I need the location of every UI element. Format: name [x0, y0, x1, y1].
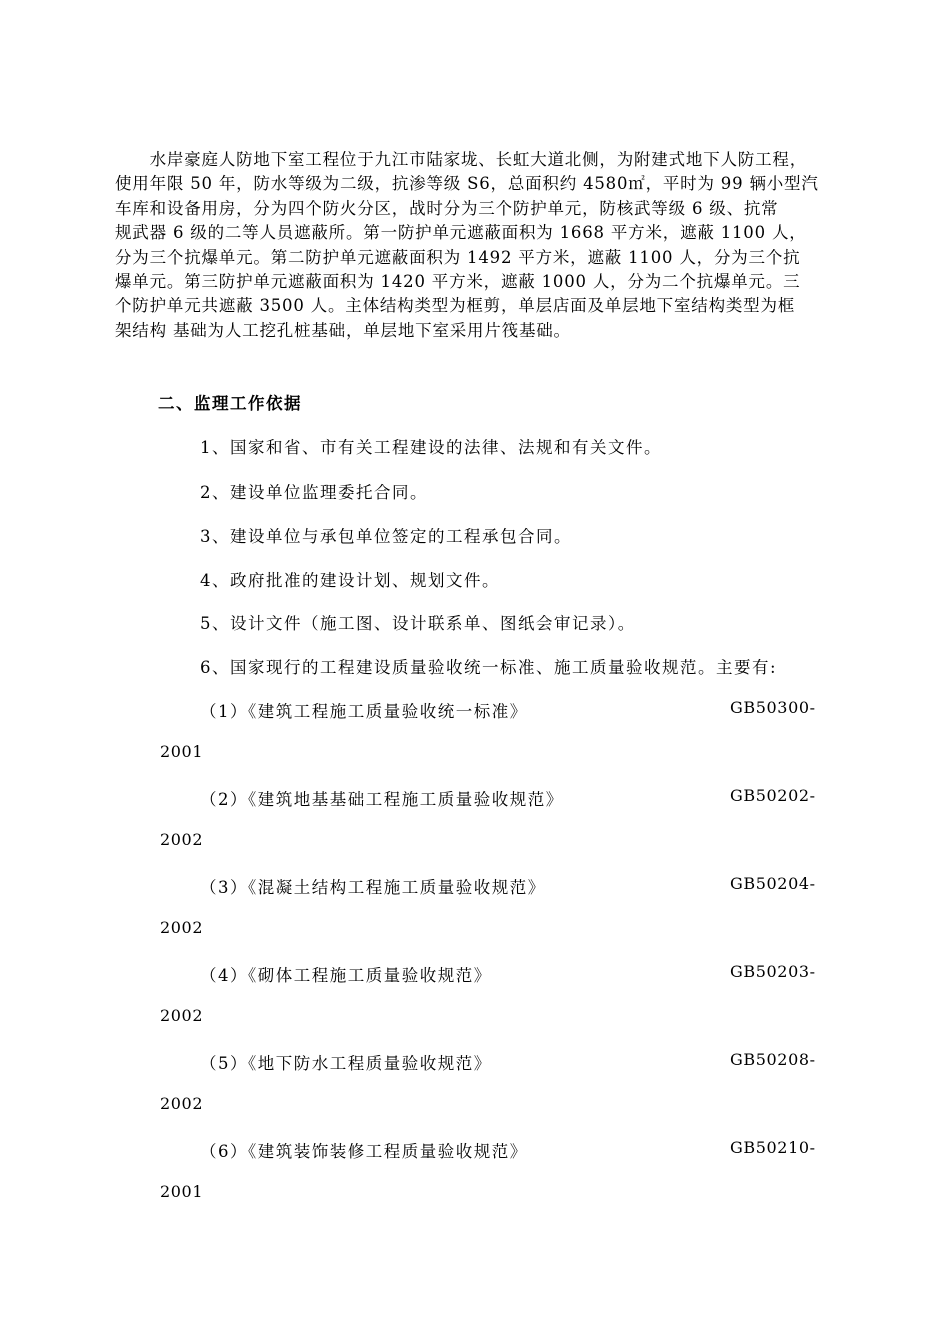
section-heading: 二、监理工作依据: [158, 394, 302, 413]
standard-code: GB50204-: [730, 874, 816, 893]
basis-item: 4、政府批准的建设计划、规划文件。: [200, 571, 500, 590]
paragraph-line: 规武器 6 级的二等人员遮蔽所。第一防护单元遮蔽面积为 1668 平方米，遮蔽 1100 人，: [115, 223, 807, 243]
paragraph-line: 使用年限 50 年，防水等级为二级，抗渗等级 S6，总面积约 4580㎡，平时为 99 辆小型汽: [115, 174, 819, 194]
paragraph-line: 个防护单元共遮蔽 3500 人。主体结构类型为框剪，单层店面及单层地下室结构类型为框: [115, 296, 796, 316]
basis-item: 5、设计文件（施工图、设计联系单、图纸会审记录）。: [200, 614, 636, 633]
paragraph-line: 分为三个抗爆单元。第二防护单元遮蔽面积为 1492 平方米，遮蔽 1100 人，分为三个抗: [115, 247, 801, 267]
standard-year: 2002: [160, 830, 204, 849]
paragraph-line: 水岸豪庭人防地下室工程位于九江市陆家垅、长虹大道北侧，为附建式地下人防工程，: [115, 150, 807, 169]
basis-item: 1、国家和省、市有关工程建设的法律、法规和有关文件。: [200, 438, 662, 457]
standard-year: 2002: [160, 1094, 204, 1113]
standard-code: GB50203-: [730, 962, 816, 981]
standard-title: （4）《砌体工程施工质量验收规范》: [200, 966, 492, 985]
paragraph-line: 车库和设备用房，分为四个防火分区，战时分为三个防护单元，防核武等级 6 级、抗常: [115, 198, 779, 218]
basis-item: 6、国家现行的工程建设质量验收统一标准、施工质量验收规范。主要有:: [200, 658, 778, 677]
standard-code: GB50208-: [730, 1050, 816, 1069]
standard-title: （6）《建筑装饰装修工程质量验收规范》: [200, 1142, 528, 1161]
standard-title: （1）《建筑工程施工质量验收统一标准》: [200, 702, 528, 721]
standard-title: （5）《地下防水工程质量验收规范》: [200, 1054, 492, 1073]
standard-code: GB50300-: [730, 698, 816, 717]
standard-year: 2002: [160, 918, 204, 937]
paragraph-line: 架结构 基础为人工挖孔桩基础，单层地下室采用片筏基础。: [115, 320, 571, 340]
standard-year: 2001: [160, 742, 204, 761]
standard-year: 2001: [160, 1182, 204, 1201]
standard-title: （3）《混凝土结构工程施工质量验收规范》: [200, 878, 546, 897]
paragraph-line: 爆单元。第三防护单元遮蔽面积为 1420 平方米，遮蔽 1000 人，分为二个抗爆单元。三: [115, 272, 801, 292]
basis-item: 3、建设单位与承包单位签定的工程承包合同。: [200, 527, 572, 546]
basis-item: 2、建设单位监理委托合同。: [200, 483, 428, 502]
standard-code: GB50202-: [730, 786, 816, 805]
standard-code: GB50210-: [730, 1138, 816, 1157]
standard-title: （2）《建筑地基基础工程施工质量验收规范》: [200, 790, 564, 809]
standard-year: 2002: [160, 1006, 204, 1025]
project-overview-paragraph: [115, 148, 860, 343]
